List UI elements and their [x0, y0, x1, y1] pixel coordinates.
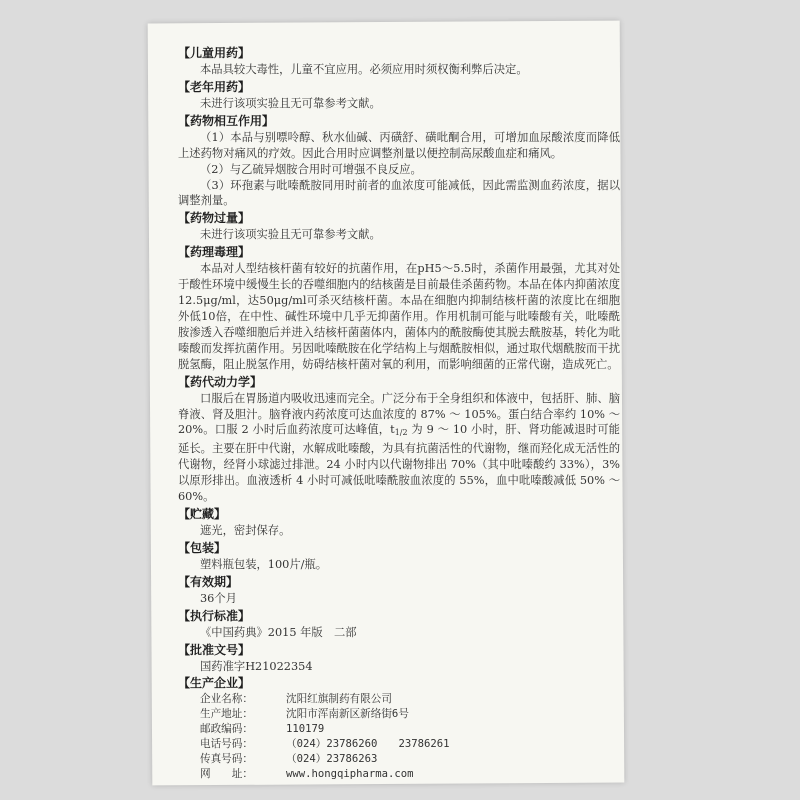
- manufacturer-row-postcode: [200, 722, 620, 737]
- standard-heading: 【执行标准】: [178, 608, 251, 623]
- website-label: 网 址：: [200, 768, 253, 781]
- manufacturer-heading: 【生产企业】: [178, 676, 251, 691]
- storage-text: 遮光，密封保存。: [200, 523, 291, 537]
- elderly-heading: 【老年用药】: [178, 79, 251, 94]
- fax-label: 传真号码：: [200, 753, 253, 766]
- children-heading: 【儿童用药】: [178, 46, 251, 60]
- storage-heading: 【贮藏】: [178, 506, 227, 521]
- pharmacokinetics-text-b: 为 9 ～ 10 小时，肝、肾功能减退时可能延长。主要在肝中代谢，水解成吡嗪酸，为具有抗菌活性的代谢物，继而羟化成无活性的代谢物，经肾小球滤过排泄。24 小时内以代谢物排出 70%（其中吡嗪酸约 33%），3% 以原形排出。血液透析 4 小时可减低吡嗪酰胺血浓度的 55%，血中吡嗪酸减低 50% ～ 60%。: [178, 423, 620, 504]
- overdose-text: 未进行该项实验且无可靠参考文献。: [200, 228, 381, 242]
- validity-heading: 【有效期】: [178, 574, 239, 589]
- interactions-item-1: （1）本品与别嘌呤醇、秋水仙碱、丙磺舒、磺吡酮合用，可增加血尿酸浓度而降低上述药物对痛风的疗效。因此合用时应调整剂量以便控制高尿酸血症和痛风。: [178, 130, 620, 160]
- postcode-label: 邮政编码：: [200, 723, 253, 736]
- package-text: 塑料瓶包装，100片/瓶。: [200, 557, 328, 571]
- interactions-item-2: （2）与乙硫异烟胺合用时可增强不良反应。: [200, 162, 422, 176]
- interactions-item-3: （3）环孢素与吡嗪酰胺同用时前者的血浓度可能减低，因此需监测血药浓度，据以调整剂量。: [178, 178, 620, 208]
- validity-text: 36个月: [200, 591, 237, 605]
- fax-value: （024）23786263: [286, 753, 378, 766]
- approval-heading: 【批准文号】: [178, 642, 251, 657]
- children-text: 本品具较大毒性，儿童不宜应用。必须应用时须权衡利弊后决定。: [200, 63, 528, 76]
- pharmacokinetics-heading: 【药代动力学】: [178, 374, 263, 389]
- address-label: 生产地址：: [200, 708, 253, 721]
- interactions-heading: 【药物相互作用】: [178, 113, 275, 128]
- company-name-label: 企业名称：: [200, 693, 253, 706]
- website-value: www.hongqipharma.com: [286, 768, 414, 781]
- pharmacokinetics-text: [178, 391, 620, 505]
- elderly-text: 未进行该项实验且无可靠参考文献。: [200, 96, 381, 110]
- manufacturer-row-address: [200, 707, 620, 722]
- postcode-value: 110179: [286, 723, 325, 736]
- pharmacology-text: 本品对人型结核杆菌有较好的抗菌作用，在pH5～5.5时，杀菌作用最强，尤其对处于酸性环境中缓慢生长的吞噬细胞内的结核菌是目前最佳杀菌药物。本品在体内抑菌浓度12.5μg/ml，达50μg/ml可杀灭结核杆菌。本品在细胞内抑制结核杆菌的浓度比在细胞外低10倍，在中性、碱性环境中几乎无抑菌作用。作用机制可能与吡嗪酸有关，吡嗪酰胺渗透入吞噬细胞后并进入结核杆菌菌体内，菌体内的酰胺酶使其脱去酰胺基，转化为吡嗪酸而发挥抗菌作用。另因吡嗪酰胺在化学结构上与烟酰胺相似，通过取代烟酰胺而干扰脱氢酶，阻止脱氢作用，妨碍结核杆菌对氧的利用，而影响细菌的正常代谢，造成死亡。: [178, 262, 620, 371]
- package-heading: 【包装】: [178, 540, 227, 555]
- address-value: 沈阳市浑南新区新络街6号: [286, 708, 409, 721]
- pharmacology-heading: 【药理毒理】: [178, 245, 251, 260]
- half-life-subscript: 1/2: [394, 428, 408, 438]
- standard-text: 《中国药典》2015 年版 二部: [200, 625, 357, 639]
- company-name-value: 沈阳红旗制药有限公司: [286, 693, 392, 706]
- phone-value: （024）23786260 23786261: [286, 738, 450, 751]
- overdose-heading: 【药物过量】: [178, 211, 251, 226]
- manufacturer-row-name: [200, 692, 620, 707]
- manufacturer-row-website: [200, 767, 620, 782]
- manufacturer-row-phone: [200, 737, 620, 752]
- phone-label: 电话号码：: [200, 738, 253, 751]
- leaflet-content: [178, 44, 620, 782]
- approval-text: 国药准字H21022354: [200, 659, 313, 673]
- pharmacokinetics-text-a: 口服后在胃肠道内吸收迅速而完全。广泛分布于全身组织和体液中，包括肝、肺、脑脊液、肾及胆汁。脑脊液内药浓度可达血浓度的 87% ～ 105%。蛋白结合率约 10% ～ 20%。口服 2 小时后血药浓度可达峰值，t: [178, 391, 620, 437]
- manufacturer-row-fax: [200, 752, 620, 767]
